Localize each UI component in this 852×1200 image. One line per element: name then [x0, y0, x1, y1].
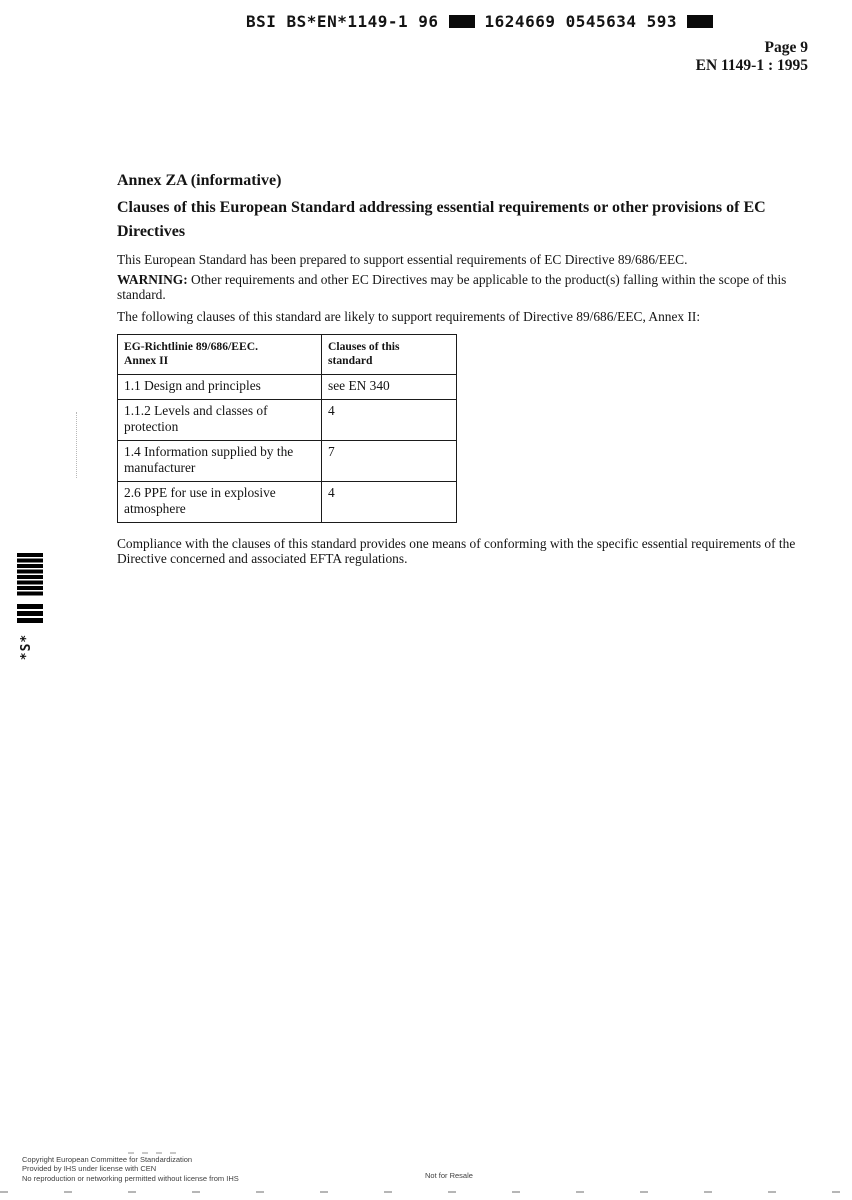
barcode-icon	[17, 553, 43, 623]
footer-copyright	[22, 1155, 239, 1183]
scan-artifact-speck	[128, 1152, 180, 1154]
barcode-segment	[17, 604, 43, 623]
table-row	[118, 399, 457, 440]
table-row	[118, 375, 457, 400]
filled-block-icon	[449, 15, 475, 28]
page-info	[696, 39, 808, 75]
cell-clause: 1.1.2 Levels and classes of protection	[118, 399, 322, 440]
warning-text: Other requirements and other EC Directives may be applicable to the product(s) falling within the scope of this standard.	[117, 271, 787, 302]
column-header-directive: EG-Richtlinie 89/686/EEC. Annex II	[118, 335, 322, 375]
cell-clause: 1.4 Information supplied by the manufacturer	[118, 440, 322, 481]
column-header-clauses: Clauses of this standard	[322, 335, 457, 375]
annex-title: Clauses of this European Standard addressing essential requirements or other provisions of EC Directives	[117, 199, 766, 240]
cell-ref: 4	[322, 399, 457, 440]
clauses-table	[117, 334, 457, 523]
paragraph-warning	[117, 272, 809, 303]
scan-header-serial: 1624669 0545634 593	[484, 12, 678, 31]
table-row	[118, 481, 457, 522]
barcode-segment	[17, 553, 43, 597]
cell-clause: 1.1 Design and principles	[118, 375, 322, 400]
table-row	[118, 440, 457, 481]
not-for-resale-label: Not for Resale	[425, 1171, 473, 1180]
main-content	[117, 172, 809, 571]
cell-ref: see EN 340	[322, 375, 457, 400]
barcode-gap	[17, 597, 43, 604]
footer-line-1: Copyright European Committee for Standardization	[22, 1155, 193, 1164]
scan-artifact-dotted-line	[76, 412, 77, 478]
cell-ref: 4	[322, 481, 457, 522]
scan-artifact-bottom-noise	[0, 1191, 852, 1193]
paragraph-compliance: Compliance with the clauses of this standard provides one means of conforming with the specific essential requirements of the Directive concerned and associated EFTA regulations.	[117, 535, 796, 566]
cell-clause: 2.6 PPE for use in explosive atmosphere	[118, 481, 322, 522]
scan-header-doc-code: BSI BS*EN*1149-1 96	[246, 12, 439, 31]
margin-stamp: *S*	[19, 633, 34, 661]
paragraph-intro: This European Standard has been prepared to support essential requirements of EC Directive 89/686/EEC.	[117, 252, 688, 267]
filled-block-icon	[687, 15, 713, 28]
standard-number: EN 1149-1 : 1995	[695, 57, 808, 74]
page-number: Page 9	[764, 39, 808, 56]
footer-line-3: No reproduction or networking permitted without license from IHS	[22, 1173, 239, 1183]
warning-label: WARNING:	[117, 271, 188, 287]
annex-heading: Annex ZA (informative)	[117, 172, 282, 189]
table-header-row	[118, 335, 457, 375]
footer-line-2: Provided by IHS under license with CEN	[22, 1164, 157, 1174]
cell-ref: 7	[322, 440, 457, 481]
scan-header-line	[246, 12, 713, 31]
paragraph-following: The following clauses of this standard are likely to support requirements of Directive 89/686/EEC, Annex II:	[117, 308, 701, 324]
